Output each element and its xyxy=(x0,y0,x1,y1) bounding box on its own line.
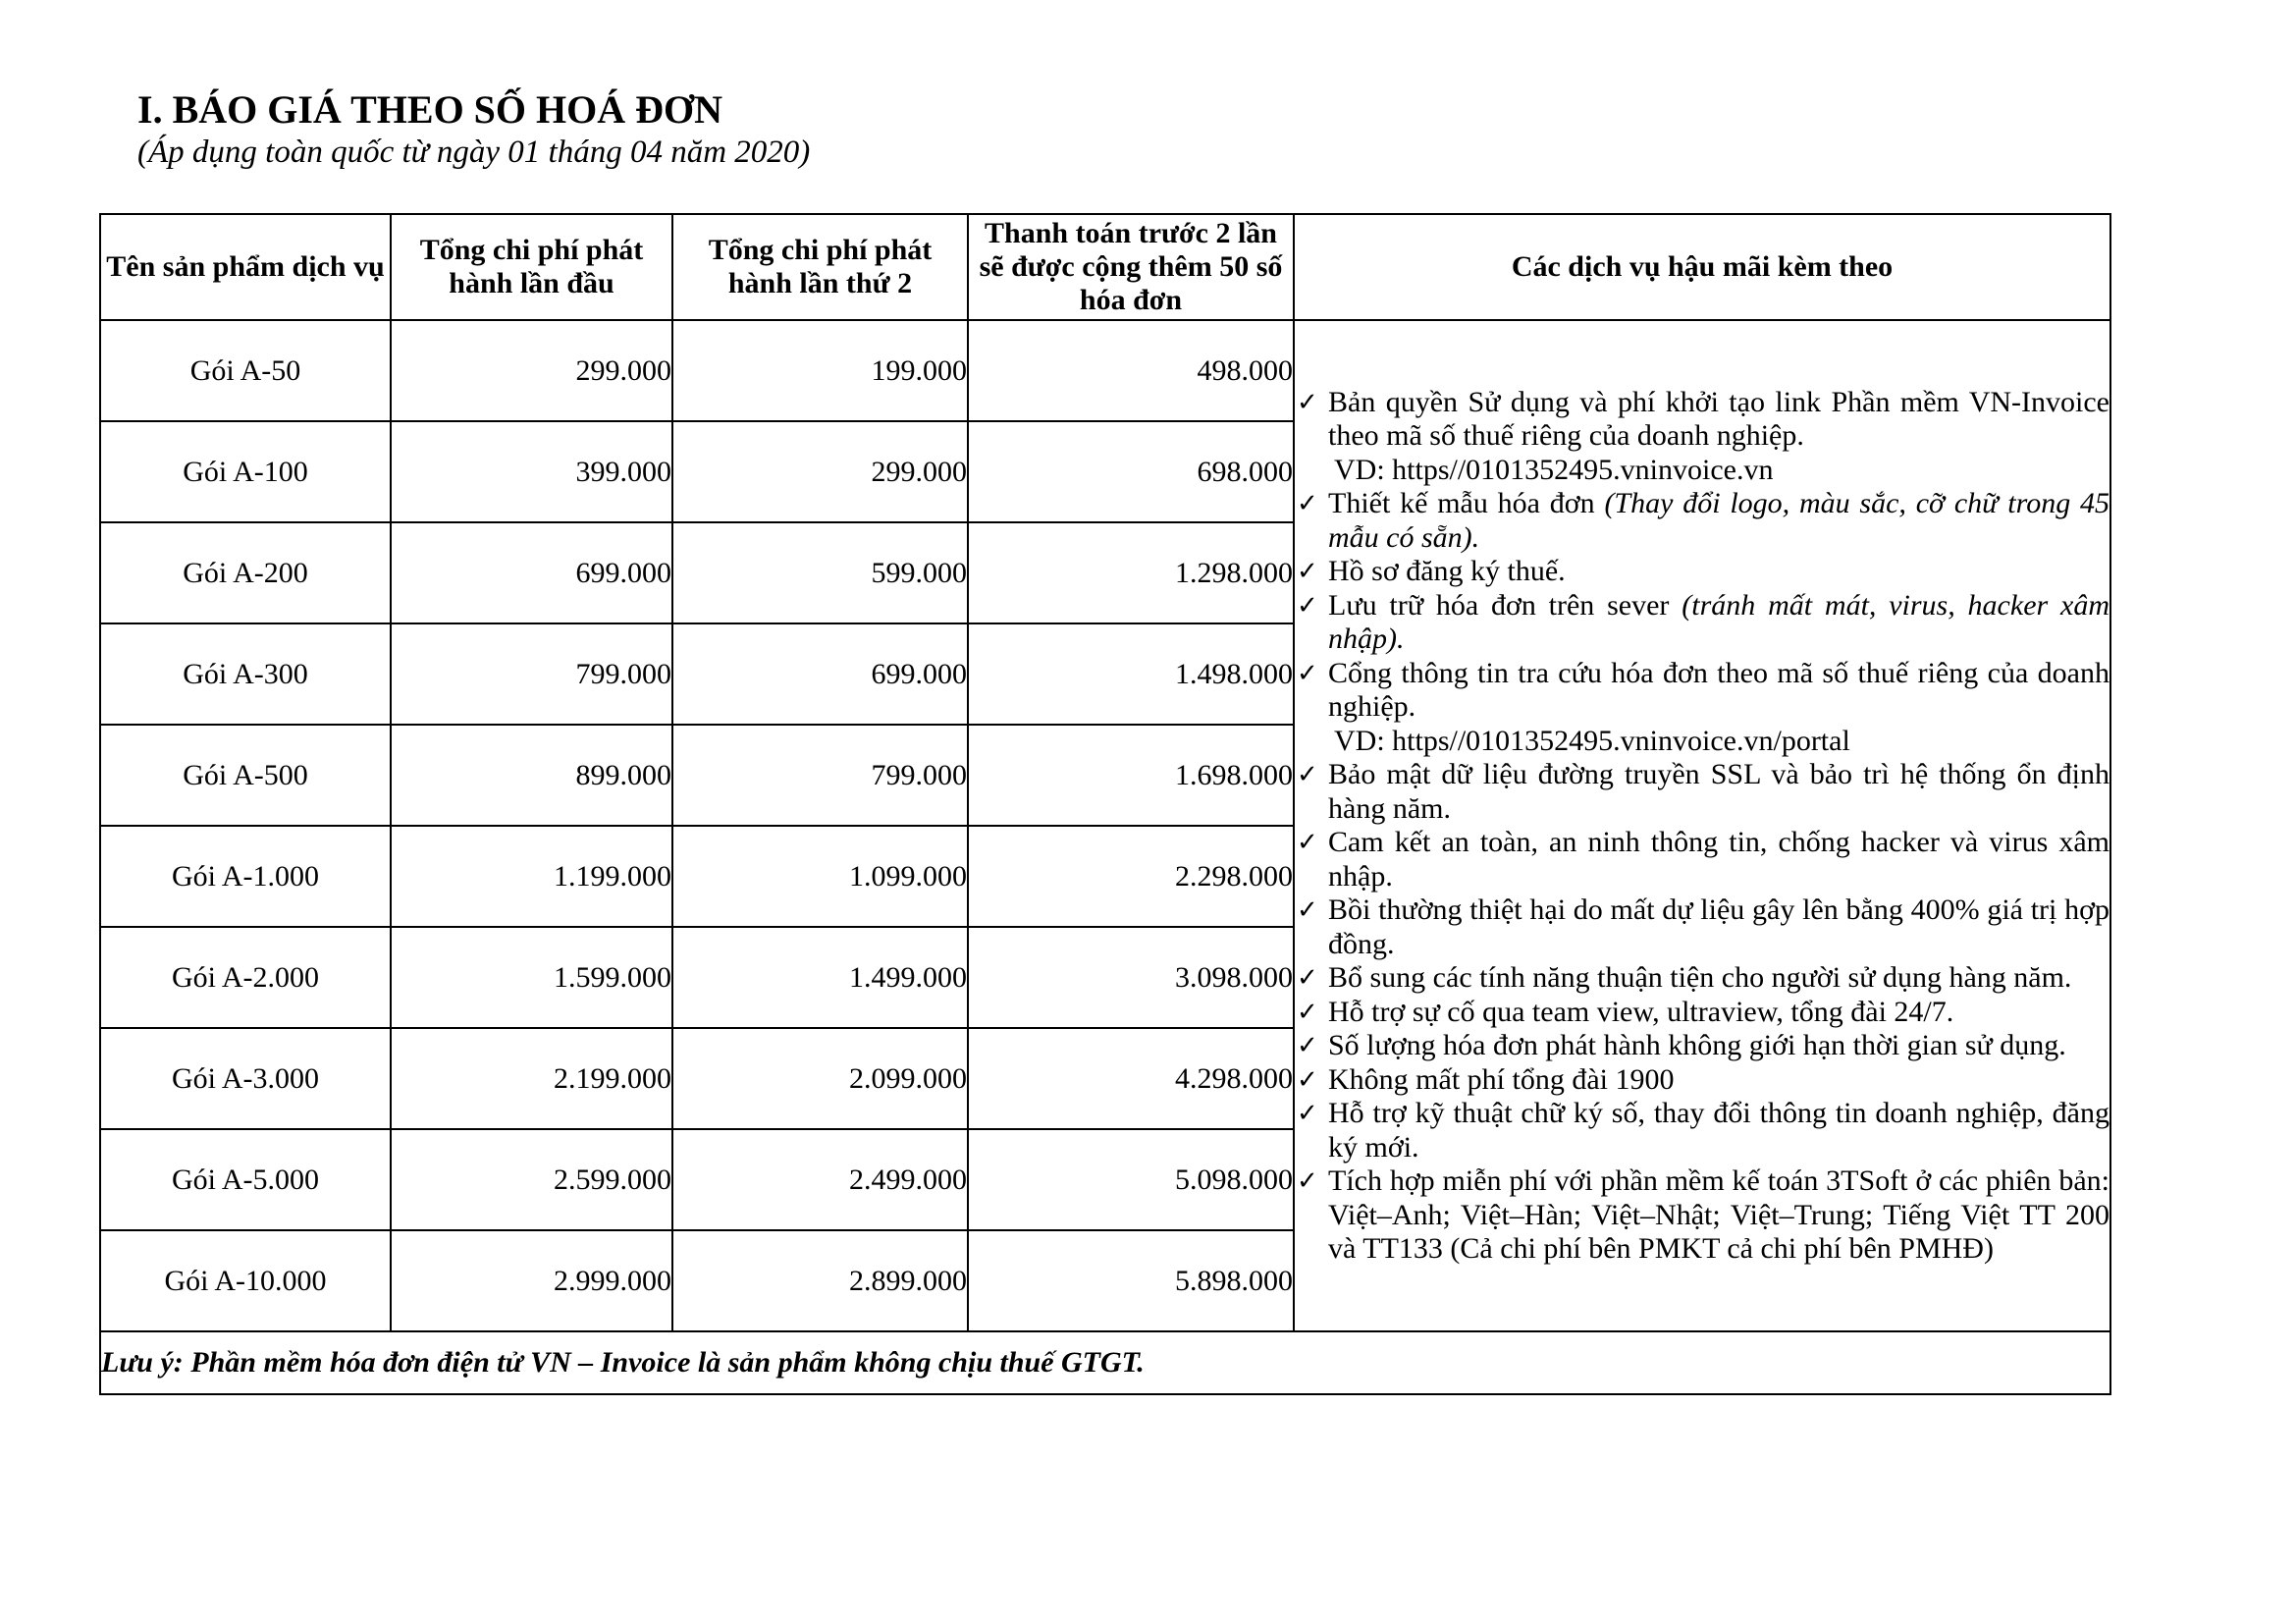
prepay-total-cell: 1.698.000 xyxy=(968,725,1294,826)
check-icon: ✓ xyxy=(1297,963,1318,993)
check-icon: ✓ xyxy=(1297,895,1318,925)
service-text: Hỗ trợ kỹ thuật chữ ký số, thay đổi thông tin doanh nghiệp, đăng ký mới. xyxy=(1328,1097,2109,1164)
package-name-cell: Gói A-200 xyxy=(100,522,391,623)
prepay-total-cell: 498.000 xyxy=(968,320,1294,421)
check-icon: ✓ xyxy=(1297,387,1318,417)
first-issue-cost-cell: 2.999.000 xyxy=(391,1230,672,1331)
check-icon: ✓ xyxy=(1297,1099,1318,1128)
prepay-total-cell: 2.298.000 xyxy=(968,826,1294,927)
package-name-cell: Gói A-100 xyxy=(100,421,391,522)
package-name-cell: Gói A-1.000 xyxy=(100,826,391,927)
service-item xyxy=(1295,996,2109,1030)
page-title: I. BÁO GIÁ THEO SỐ HOÁ ĐƠN xyxy=(137,87,723,132)
package-name-cell: Gói A-300 xyxy=(100,623,391,725)
prepay-total-cell: 698.000 xyxy=(968,421,1294,522)
first-issue-cost-cell: 1.599.000 xyxy=(391,927,672,1028)
service-item xyxy=(1295,657,2109,759)
service-example-url: VD: https//0101352495.vninvoice.vn/portal xyxy=(1334,724,1850,757)
page-subtitle: (Áp dụng toàn quốc từ ngày 01 tháng 04 năm 2020) xyxy=(137,135,811,170)
first-issue-cost-cell: 2.199.000 xyxy=(391,1028,672,1129)
service-text: Bảo mật dữ liệu đường truyền SSL và bảo trì hệ thống ổn định hàng năm. xyxy=(1328,758,2109,825)
check-icon: ✓ xyxy=(1297,590,1318,621)
service-item xyxy=(1295,589,2109,657)
check-icon: ✓ xyxy=(1297,1166,1318,1196)
service-text: Không mất phí tổng đài 1900 xyxy=(1328,1062,1675,1096)
second-issue-cost-cell: 799.000 xyxy=(672,725,968,826)
header-first-issue-cost: Tổng chi phí phát hành lần đầu xyxy=(391,214,672,320)
service-text: Cổng thông tin tra cứu hóa đơn theo mã số thuế riêng của doanh nghiệp. xyxy=(1328,656,2109,723)
table-header-row xyxy=(100,214,2110,320)
first-issue-cost-cell: 799.000 xyxy=(391,623,672,725)
check-icon: ✓ xyxy=(1297,489,1318,518)
service-item xyxy=(1295,1164,2109,1267)
package-name-cell: Gói A-3.000 xyxy=(100,1028,391,1129)
service-item xyxy=(1295,826,2109,893)
header-second-issue-cost: Tổng chi phí phát hành lần thứ 2 xyxy=(672,214,968,320)
first-issue-cost-cell: 899.000 xyxy=(391,725,672,826)
service-text: Cam kết an toàn, an ninh thông tin, chống hacker và virus xâm nhập. xyxy=(1328,826,2109,893)
service-item xyxy=(1295,386,2109,488)
service-text: Bổ sung các tính năng thuận tiện cho người sử dụng hàng năm. xyxy=(1328,961,2072,994)
service-item xyxy=(1295,555,2109,589)
first-issue-cost-cell: 1.199.000 xyxy=(391,826,672,927)
service-text: Hỗ trợ sự cố qua team view, ultraview, tổng đài 24/7. xyxy=(1328,995,1954,1028)
service-item xyxy=(1295,1097,2109,1164)
service-italic-note: (tránh mất mát, virus, hacker xâm nhập). xyxy=(1328,588,2109,655)
header-after-sales-services: Các dịch vụ hậu mãi kèm theo xyxy=(1294,214,2110,320)
second-issue-cost-cell: 699.000 xyxy=(672,623,968,725)
service-text: Lưu trữ hóa đơn trên sever xyxy=(1328,588,1682,622)
service-item xyxy=(1295,758,2109,826)
table-body xyxy=(100,320,2110,1331)
prepay-total-cell: 1.498.000 xyxy=(968,623,1294,725)
first-issue-cost-cell: 2.599.000 xyxy=(391,1129,672,1230)
second-issue-cost-cell: 2.099.000 xyxy=(672,1028,968,1129)
second-issue-cost-cell: 599.000 xyxy=(672,522,968,623)
service-example-url: VD: https//0101352495.vninvoice.vn xyxy=(1334,453,1774,486)
service-italic-note: (Thay đổi logo, màu sắc, cỡ chữ trong 45 mẫu có sẵn). xyxy=(1328,487,2109,554)
service-text: Bản quyền Sử dụng và phí khởi tạo link Phần mềm VN-Invoice theo mã số thuế riêng của doanh nghiệp. xyxy=(1328,385,2109,452)
package-name-cell: Gói A-50 xyxy=(100,320,391,421)
service-item xyxy=(1295,1063,2109,1098)
second-issue-cost-cell: 299.000 xyxy=(672,421,968,522)
check-icon: ✓ xyxy=(1297,997,1318,1027)
second-issue-cost-cell: 2.899.000 xyxy=(672,1230,968,1331)
package-name-cell: Gói A-10.000 xyxy=(100,1230,391,1331)
check-icon: ✓ xyxy=(1297,557,1318,586)
first-issue-cost-cell: 299.000 xyxy=(391,320,672,421)
service-text: Số lượng hóa đơn phát hành không giới hạn thời gian sử dụng. xyxy=(1328,1029,2066,1061)
service-item xyxy=(1295,487,2109,555)
service-item xyxy=(1295,961,2109,996)
service-item xyxy=(1295,893,2109,961)
service-item xyxy=(1295,1029,2109,1063)
package-name-cell: Gói A-500 xyxy=(100,725,391,826)
service-text: Thiết kế mẫu hóa đơn xyxy=(1328,487,1605,519)
header-prepay-bonus: Thanh toán trước 2 lần sẽ được cộng thêm 50 số hóa đơn xyxy=(968,214,1294,320)
second-issue-cost-cell: 1.099.000 xyxy=(672,826,968,927)
header-product-name: Tên sản phẩm dịch vụ xyxy=(100,214,391,320)
services-list xyxy=(1295,386,2109,1267)
check-icon: ✓ xyxy=(1297,760,1318,789)
package-name-cell: Gói A-5.000 xyxy=(100,1129,391,1230)
check-icon: ✓ xyxy=(1297,658,1318,688)
table-row xyxy=(100,320,2110,421)
prepay-total-cell: 4.298.000 xyxy=(968,1028,1294,1129)
services-cell xyxy=(1294,320,2110,1331)
service-text: Bồi thường thiệt hại do mất dự liệu gây lên bằng 400% giá trị hợp đồng. xyxy=(1328,893,2109,960)
service-text: Tích hợp miễn phí với phần mềm kế toán 3TSoft ở các phiên bản: Việt–Anh; Việt–Hàn; Việt–Nhật; Việt–Trung; Tiếng Việt TT 200 và TT133 (Cả chi phí bên PMKT cả chi phí bên PMHĐ) xyxy=(1328,1164,2109,1265)
prepay-total-cell: 1.298.000 xyxy=(968,522,1294,623)
note-row xyxy=(100,1331,2110,1394)
prepay-total-cell: 5.098.000 xyxy=(968,1129,1294,1230)
price-table xyxy=(99,213,2111,1395)
first-issue-cost-cell: 399.000 xyxy=(391,421,672,522)
check-icon: ✓ xyxy=(1297,1031,1318,1060)
first-issue-cost-cell: 699.000 xyxy=(391,522,672,623)
prepay-total-cell: 3.098.000 xyxy=(968,927,1294,1028)
package-name-cell: Gói A-2.000 xyxy=(100,927,391,1028)
second-issue-cost-cell: 199.000 xyxy=(672,320,968,421)
service-text: Hồ sơ đăng ký thuế. xyxy=(1328,555,1566,587)
second-issue-cost-cell: 2.499.000 xyxy=(672,1129,968,1230)
check-icon: ✓ xyxy=(1297,1064,1318,1095)
note-text: Lưu ý: Phần mềm hóa đơn điện tử VN – Invoice là sản phẩm không chịu thuế GTGT. xyxy=(100,1331,2110,1394)
second-issue-cost-cell: 1.499.000 xyxy=(672,927,968,1028)
check-icon: ✓ xyxy=(1297,828,1318,857)
prepay-total-cell: 5.898.000 xyxy=(968,1230,1294,1331)
